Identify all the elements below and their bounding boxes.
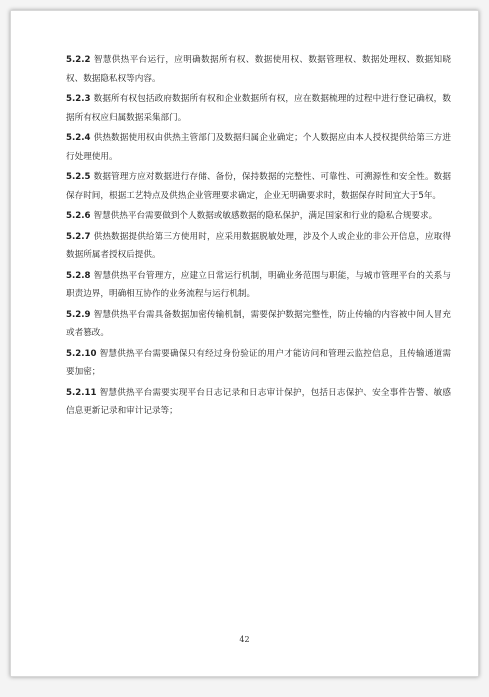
clause-number: 5.2.10	[66, 348, 97, 359]
clause-5-2-10	[66, 345, 451, 382]
clause-text: 供热数据提供给第三方使用时，应采用数据脱敏处理，涉及个人或企业的非公开信息，应取得数据所属者授权后提供。	[66, 231, 451, 260]
clause-text: 智慧供热平台管理方，应建立日常运行机制，明确业务范围与职能，与城市管理平台的关系与职责边界，明确相互协作的业务流程与运行机制。	[66, 270, 451, 299]
clause-number: 5.2.6	[66, 211, 91, 221]
clause-text: 智慧供热平台运行，应明确数据所有权、数据使用权、数据管理权、数据处理权、数据知晓权、数据隐私权等内容。	[66, 55, 451, 84]
clause-5-2-11	[66, 384, 451, 421]
clause-text: 供热数据使用权由供热主管部门及数据归属企业确定；个人数据应由本人授权提供给第三方进行处理使用。	[66, 133, 451, 162]
clause-5-2-9	[66, 306, 451, 343]
clause-5-2-6	[66, 207, 451, 226]
clause-text: 数据所有权包括政府数据所有权和企业数据所有权，应在数据梳理的过程中进行登记确权，数据所有权应归属数据采集部门。	[66, 94, 451, 123]
document-page	[10, 10, 479, 677]
clause-number: 5.2.7	[66, 231, 91, 242]
clause-number: 5.2.3	[66, 94, 91, 104]
clause-number: 5.2.5	[66, 172, 91, 182]
clause-5-2-3	[66, 90, 451, 127]
clause-number: 5.2.11	[66, 387, 97, 398]
clause-5-2-7	[66, 228, 451, 265]
clause-number: 5.2.9	[66, 309, 91, 320]
clause-text: 智慧供热平台需具备数据加密传输机制，需要保护数据完整性，防止传输的内容被中间人冒充或者篡改。	[66, 309, 451, 338]
clause-5-2-4	[66, 129, 451, 166]
clause-5-2-2	[66, 51, 451, 88]
clause-text: 智慧供热平台需要确保只有经过身份验证的用户才能访问和管理云监控信息，且传输通道需要加密；	[66, 348, 451, 377]
clause-number: 5.2.4	[66, 133, 91, 143]
clause-list	[66, 51, 451, 423]
clause-number: 5.2.2	[66, 55, 91, 65]
clause-5-2-8	[66, 267, 451, 304]
clause-text: 智慧供热平台需要实现平台日志记录和日志审计保护，包括日志保护、安全事件告警、敏感信息更新记录和审计记录等；	[66, 387, 451, 416]
clause-number: 5.2.8	[66, 270, 91, 281]
clause-text: 智慧供热平台需要做到个人数据或敏感数据的隐私保护，满足国家和行业的隐私合规要求。	[93, 211, 438, 221]
page-number: 42	[239, 635, 250, 644]
clause-text: 数据管理方应对数据进行存储、备份，保持数据的完整性、可靠性、可溯源性和安全性。数据保存时间，根据工艺特点及供热企业管理要求确定，企业无明确要求时，数据保存时间宜大于5年。	[66, 172, 451, 201]
clause-5-2-5	[66, 168, 451, 205]
